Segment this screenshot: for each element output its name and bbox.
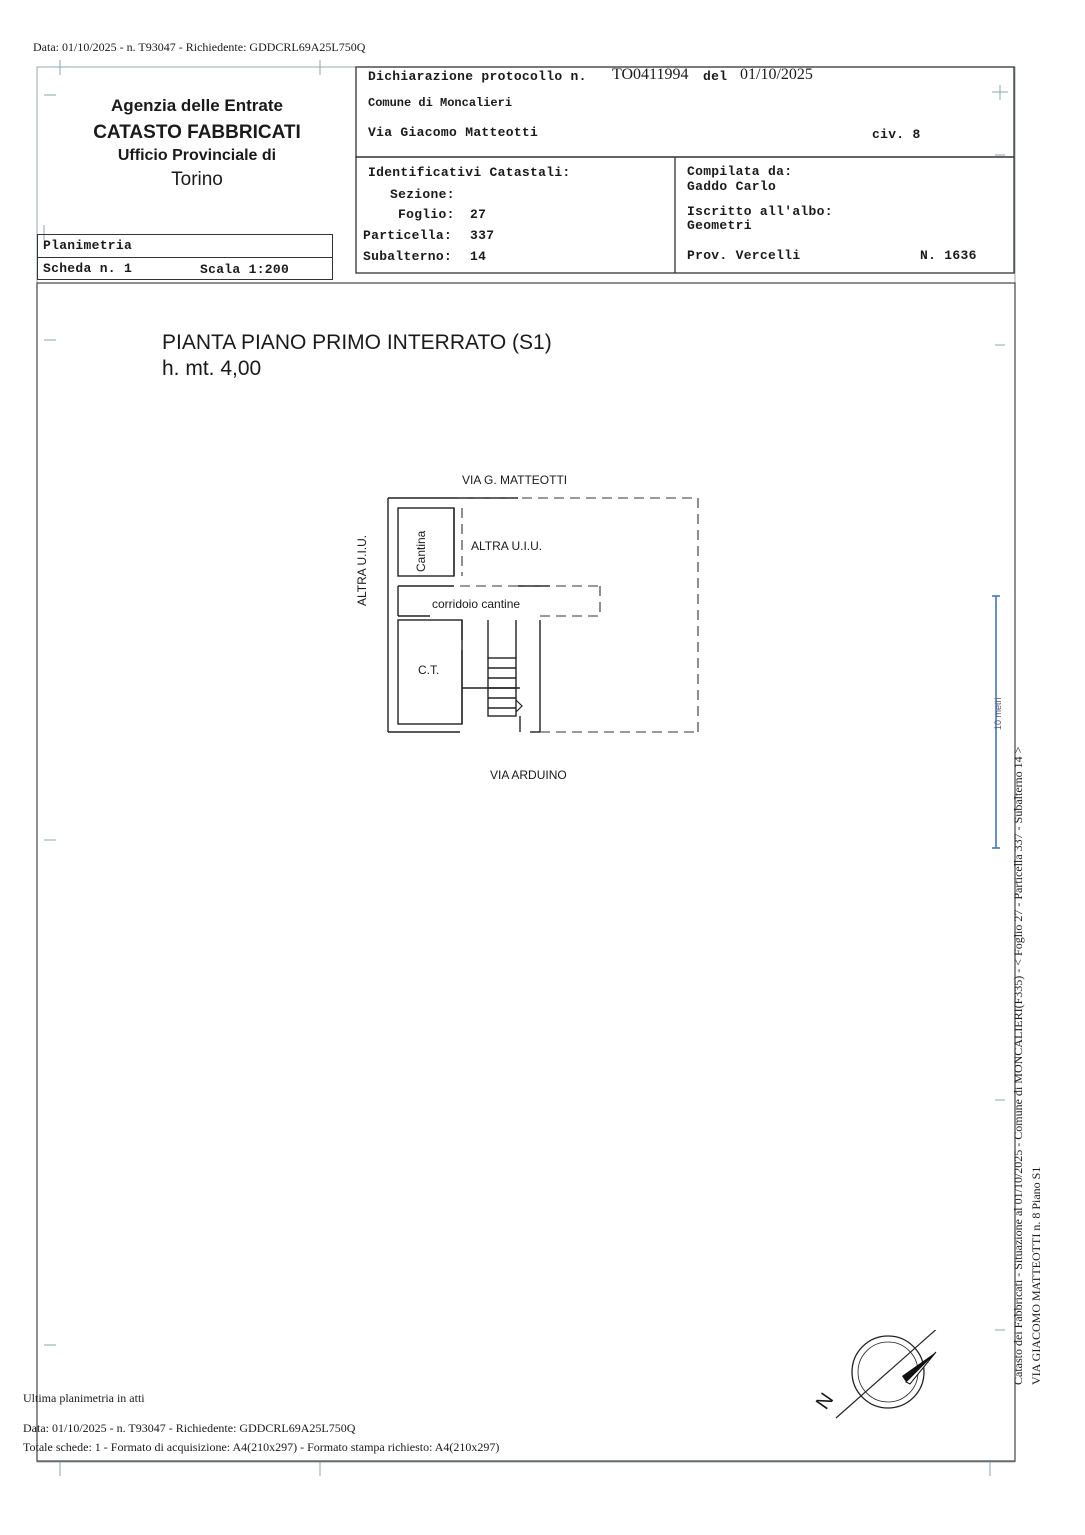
corridor-label: corridoio cantine: [432, 597, 521, 611]
north-arrow-icon: [806, 1330, 956, 1440]
catasto-title: CATASTO FABBRICATI: [93, 122, 301, 143]
declaration-date: 01/10/2025: [740, 66, 813, 83]
comune: Comune di Moncalieri: [368, 96, 513, 110]
side-caption-line1: Catasto dei Fabbricati - Situazione al 01/10/2025 - Comune di MONCALIERI(F335) - < Foglio 27 - Particella 337 - Subalterno 14 >: [1011, 746, 1025, 1385]
compiler-name: Gaddo Carlo: [687, 179, 777, 194]
agency-block: [52, 96, 342, 191]
albo-title: Iscritto all'albo:: [687, 204, 833, 219]
scheda-label: Scheda n. 1: [43, 261, 133, 276]
civic-number: civ. 8: [872, 127, 921, 142]
foglio-label: Foglio:: [398, 207, 455, 222]
particella-label: Particella:: [363, 228, 453, 243]
subalterno-label: Subalterno:: [363, 249, 453, 264]
subalterno-value: 14: [470, 249, 487, 264]
compiler-number: N. 1636: [920, 248, 977, 263]
request-header: Data: 01/10/2025 - n. T93047 - Richiedente: GDDCRL69A25L750Q: [33, 40, 366, 54]
footer-request-line: Data: 01/10/2025 - n. T93047 - Richiedente: GDDCRL69A25L750Q: [23, 1421, 356, 1435]
compiler-province: Prov. Vercelli: [687, 248, 801, 263]
left-uiu-label: ALTRA U.I.U.: [355, 534, 369, 606]
doc-type-label: Planimetria: [43, 238, 133, 253]
doc-type-box: [37, 234, 333, 280]
particella-value: 337: [470, 228, 495, 243]
agency-name: Agenzia delle Entrate: [111, 96, 283, 115]
protocol-number: TO0411994: [612, 66, 689, 83]
floor-plan: [380, 490, 710, 740]
street-bottom-label: VIA ARDUINO: [490, 768, 567, 782]
north-label: N: [812, 1389, 839, 1414]
altra-uiu-label: ALTRA U.I.U.: [471, 539, 543, 553]
ct-room-label: C.T.: [418, 663, 440, 677]
compiler-title: Compilata da:: [687, 164, 793, 179]
albo-value: Geometri: [687, 218, 752, 233]
identifiers-title: Identificativi Catastali:: [368, 165, 571, 180]
plan-height: h. mt. 4,00: [162, 357, 262, 380]
scale-bar-label: 10 metri: [993, 697, 1003, 730]
cantina-label: Cantina: [414, 530, 428, 572]
foglio-value: 27: [470, 207, 487, 222]
street-address: Via Giacomo Matteotti: [368, 125, 539, 140]
street-top-label: VIA G. MATTEOTTI: [462, 473, 568, 487]
office-label: Ufficio Provinciale di: [117, 147, 277, 164]
plan-title: PIANTA PIANO PRIMO INTERRATO (S1): [162, 331, 552, 354]
declaration-del: del: [703, 69, 728, 84]
office-city: Torino: [171, 169, 223, 190]
scala-label: Scala 1:200: [200, 262, 290, 277]
footer-format-line: Totale schede: 1 - Formato di acquisizione: A4(210x297) - Formato stampa richiesto: A4(210x297): [23, 1440, 500, 1454]
declaration-prefix: Dichiarazione protocollo n.: [368, 69, 587, 84]
side-caption-line2: VIA GIACOMO MATTEOTTI n. 8 Piano S1: [1029, 1166, 1043, 1385]
last-plan-note: Ultima planimetria in atti: [23, 1391, 145, 1405]
sezione-label: Sezione:: [390, 187, 455, 202]
